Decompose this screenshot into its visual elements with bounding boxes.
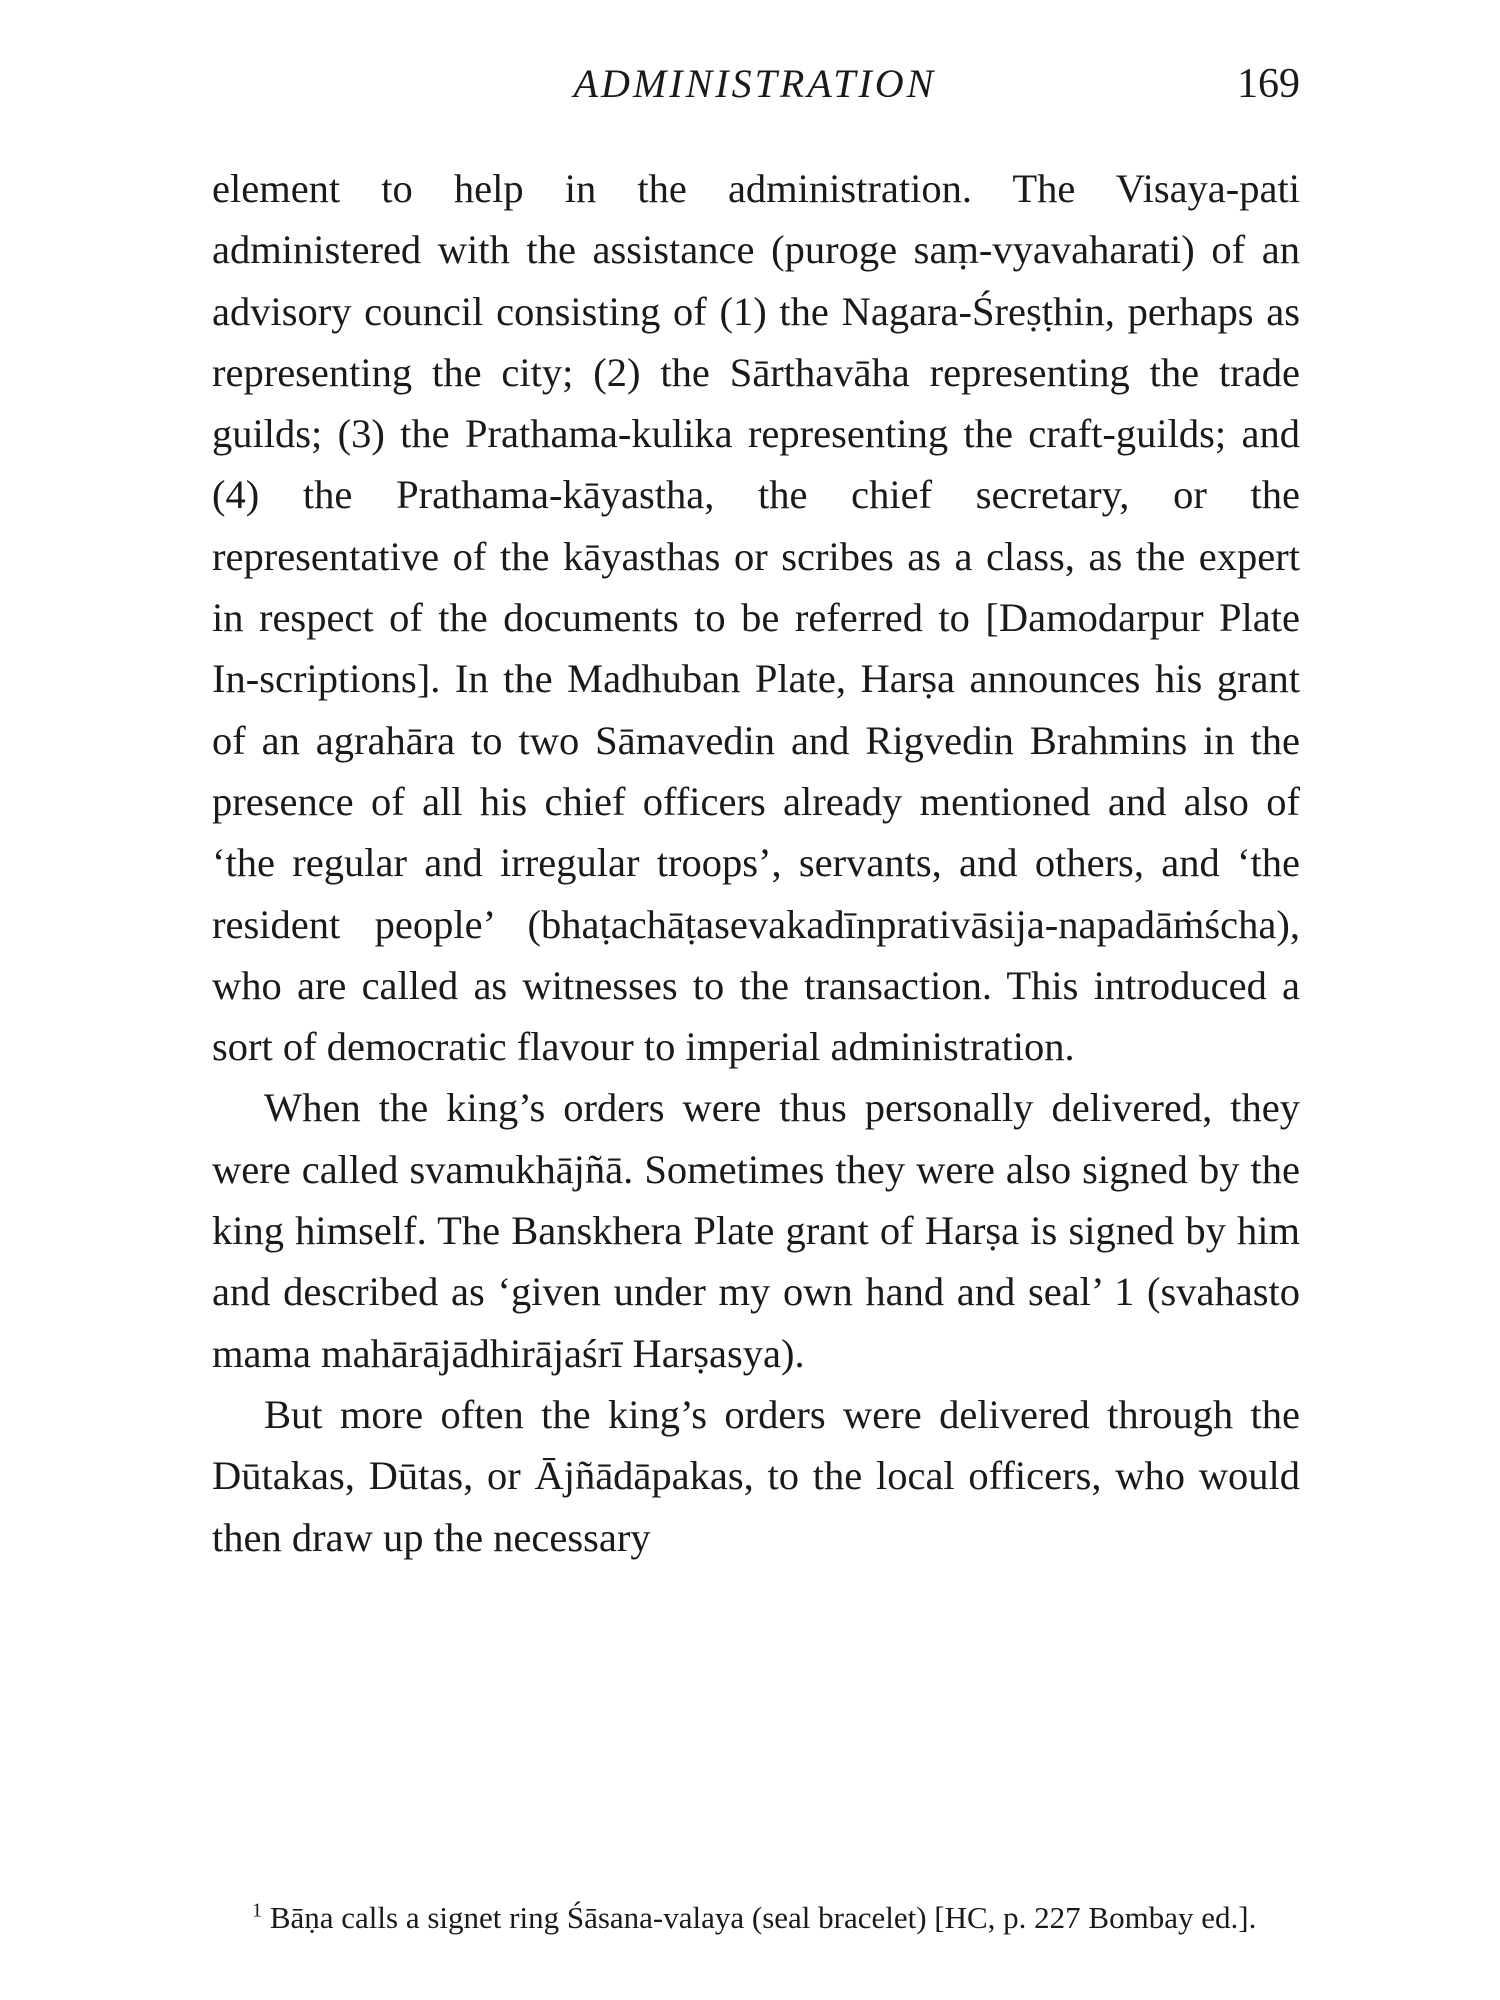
footnote-text: Bāṇa calls a signet ring Śāsana-valaya (seal bracelet) [HC, p. 227 Bombay ed.]. — [269, 1900, 1257, 1935]
paragraph-3: But more often the king’s orders were delivered through the Dūtakas, Dūtas, or Ājñādāpakas, to the local officers, who would then draw up the necessary — [212, 1391, 1300, 1560]
footnote-1 — [212, 1895, 1300, 1941]
paragraph-1: element to help in the administration. The Visaya-pati administered with the assistance (puroge saṃ-vyavaharati) of an advisory council consisting of (1) the Nagara-Śreṣṭhin, perhaps as representing the city; (2) the Sārthavāha representing the trade guilds; (3) the Prathama-kulika representing the craft-guilds; and (4) the Prathama-kāyastha, the chief secretary, or the representative of the kāyasthas or scribes as a class, as the expert in respect of the documents to be referred to [Damodarpur Plate In-scriptions]. In the Madhuban Plate, Harṣa announces his grant of an agrahāra to two Sāmavedin and Rigvedin Brahmins in the presence of all his chief officers already mentioned and also of ‘the regular and irregular troops’, servants, and others, and ‘the resident people’ (bhaṭachāṭasevakadīnprativāsija-napadāṁścha), who are called as witnesses to the transaction. This introduced a sort of democratic flavour to imperial administration. — [212, 166, 1300, 1070]
main-text — [212, 158, 1300, 1568]
running-header — [210, 60, 1300, 120]
page-number: 169 — [1237, 61, 1300, 107]
running-head-title: ADMINISTRATION — [573, 61, 937, 106]
paragraph-2: When the king’s orders were thus personally delivered, they were called svamukhājñā. Sometimes they were also signed by the king himself. The Banskhera Plate grant of Harṣa is signed by him and described as ‘given under my own hand and seal’ 1 (svahasto mama mahārājādhirājaśrī Harṣasya). — [212, 1085, 1300, 1376]
footnotes — [212, 1895, 1300, 1941]
footnote-marker: 1 — [252, 1899, 263, 1922]
